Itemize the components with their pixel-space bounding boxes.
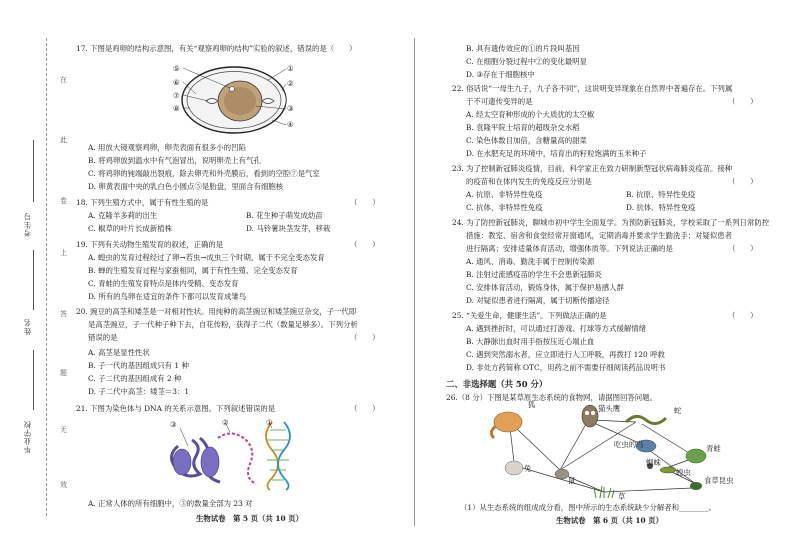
q21-option: A. 正常人体的所有细胞中，③的数量全部为 23 对 xyxy=(88,499,253,508)
egg-label: ② xyxy=(287,79,294,88)
q23-stem: 的疫苗和在体内发生的免疫反应分别是 xyxy=(466,177,592,186)
food-web-label: 狐 xyxy=(528,400,536,409)
q25-option: A. 遇到挫折时，可以通过打游戏、打球等方式缓解情绪 xyxy=(466,324,647,333)
egg-label: ⑤ xyxy=(173,64,180,73)
q22-option: D. 在水肥充足的环境中，培育出的籽粒饱满的玉米种子 xyxy=(466,149,647,158)
q18-option: A. 克隆羊多莉的出生 xyxy=(88,211,158,220)
q23-option: B. 抗原、特异性免疫 xyxy=(626,190,696,199)
q20-paren: （ ） xyxy=(350,333,380,342)
student-id-label: 考生号 xyxy=(23,212,32,238)
q22-paren: （ ） xyxy=(728,97,758,106)
egg-label: ⑧ xyxy=(173,104,180,113)
q21-paren: （ ） xyxy=(350,404,380,413)
q20-stem: 20. 豌豆的高茎和矮茎是一对相对性状。用纯种的高茎豌豆和矮茎豌豆杂交，子一代即 xyxy=(76,307,357,316)
q17-option: C. 将鸡卵的钝端敲出裂痕，除去卵壳和外壳膜后，看到的空腔⑦是气室 xyxy=(88,169,320,178)
food-web-label: 猫头鹰 xyxy=(598,404,621,413)
q22-option: B. 袁隆平院士培育的超级杂交水稻 xyxy=(466,123,580,132)
section-title: 二、非选择题（共 50 分） xyxy=(446,379,548,389)
dna-label: ① xyxy=(266,418,273,427)
q19-paren: （ ） xyxy=(350,240,380,249)
q17-option: A. 用放大镜观察鸡卵，卵壳表面有很多小的凹陷 xyxy=(88,143,246,152)
q18-stem: 18. 下列生殖方式中，属于有性生殖的是 xyxy=(76,198,209,207)
q24-option: B. 注射过流感疫苗的学生不会患新冠肺炎 xyxy=(466,270,602,279)
q18-option: D. 马铃薯块茎发芽，移栽 xyxy=(246,224,331,233)
binding-char: 在 xyxy=(60,76,67,84)
q22-option: A. 经太空育种形成的个大质优的太空椒 xyxy=(466,110,595,119)
binding-char: 答 xyxy=(60,310,67,318)
q18-option: B. 花生种子萌发成幼苗 xyxy=(246,211,323,220)
student-id-line xyxy=(33,140,34,202)
egg-label: ③ xyxy=(287,104,294,113)
food-web-label: 食草昆虫 xyxy=(704,476,734,485)
q24-option: C. 安排体育活动，锻炼身体，属于保护易感人群 xyxy=(466,283,624,292)
binding-char: 题 xyxy=(60,369,67,377)
q25-option: C. 遇到突然溺水者，应立即进行人工呼吸，再拨打 120 呼救 xyxy=(466,350,665,359)
food-web-diagram xyxy=(486,402,736,502)
q23-stem: 23. 为了控制新冠肺炎疫情，目前，科学家正在致力研制新型冠状病毒肺炎疫苗。接种 xyxy=(452,164,733,173)
q26-sub1: （1）从生态系统的组成成分看，图中所示的生态系统缺少分解者和________。 xyxy=(460,503,716,512)
q20-option: D. 子二代中高茎：矮茎＝3：1 xyxy=(88,387,190,396)
food-web-label: 青蛙 xyxy=(706,444,721,453)
food-web-label: 鼠 xyxy=(568,476,576,485)
egg-label: ⑦ xyxy=(173,91,180,100)
q22-option: C. 染色体数目加倍，含糖量高的甜菜 xyxy=(466,136,587,145)
q19-option: D. 所有的鸟卵在适宜的条件下都可以发育成雏鸟 xyxy=(88,292,247,301)
page-footer-left: 生物试卷 第 5 页（共 10 页） xyxy=(196,514,304,523)
q20-option: C. 子二代的基因组成有 2 种 xyxy=(88,374,182,383)
food-web-label: 蛇 xyxy=(674,406,682,415)
binding-char: 无 xyxy=(60,426,67,434)
egg-label: ① xyxy=(287,64,294,73)
q23-option: A. 抗原、非特异性免疫 xyxy=(466,190,543,199)
q24-stem: 24. 为了防控新冠肺炎，聊城市初中学生全面复学。为预防新冠肺炎，学校采取了一系列日常防控 xyxy=(452,218,770,227)
q17-stem: 17. 下图是鸡卵的结构示意图，有关“观察鸡卵的结构”实验的叙述，错误的是（ ） xyxy=(76,44,357,53)
school-label: 毕业学校 xyxy=(23,420,32,454)
q22-stem: 22. 俗话说“一母生九子，九子各不同”，这说明变异现象在自然界中普遍存在。下列属 xyxy=(452,84,733,93)
binding-char: 效 xyxy=(60,481,67,489)
q20-option: A. 高茎是显性性状 xyxy=(88,348,150,357)
q20-option: B. 子一代的基因组成只有 1 种 xyxy=(88,361,189,370)
q26-stem: 26.（8 分）下图是某草原生态系统的食物网，请据图回答问题。 xyxy=(446,393,657,402)
egg-diagram xyxy=(168,60,298,140)
q21-option: C. 在细胞分裂过程中②的变化最明显 xyxy=(466,57,587,66)
q25-paren: （ ） xyxy=(728,311,758,320)
dna-label: ② xyxy=(222,418,229,427)
q25-option: D. 非处方药简称 OTC，用药之前不需要仔细阅读药品说明书 xyxy=(466,363,666,372)
food-web-label: 蜘蛛 xyxy=(646,458,661,467)
q22-stem: 于不可遗传变异的是 xyxy=(466,97,533,106)
q19-option: A. 蝗虫的发育过程经过了卵→若虫→成虫三个时期，属于不完全变态发育 xyxy=(88,253,325,262)
q21-stem: 21. 下图为染色体与 DNA 的关系示意图。下列叙述错误的是 xyxy=(76,404,276,413)
q24-stem: 措施：教室、宿舍和食堂经常开窗通风，定期消毒并要求学生勤洗手；对疑似患者 xyxy=(466,231,733,240)
page-footer-right: 生物试卷 第 6 页（共 10 页） xyxy=(556,516,664,525)
q18-paren: （ ） xyxy=(350,198,380,207)
q24-stem: 进行隔离；安排适量体育活动，增强体质等。下列说法正确的是 xyxy=(466,244,673,253)
q17-option: D. 卵黄表面中央的乳白色小圆点⑤是胎盘，里面含有细胞核 xyxy=(88,182,284,191)
q19-stem: 19. 下列有关动物生殖发育的叙述，正确的是 xyxy=(76,240,224,249)
food-web-label: 吃虫的鸟 xyxy=(614,440,644,449)
egg-label: ⑥ xyxy=(173,78,180,87)
q23-option: D. 抗体、特异性免疫 xyxy=(626,203,696,212)
dna-label: ③ xyxy=(170,420,177,429)
binding-char: 此 xyxy=(60,136,67,144)
q21-option: D. ③存在于细胞核中 xyxy=(466,70,535,79)
name-label: 姓名 xyxy=(23,318,32,335)
q17-option: B. 将鸡卵放到温水中有气泡冒出，说明卵壳上有气孔 xyxy=(88,156,261,165)
binding-char: 卷 xyxy=(60,197,67,205)
q20-stem: 是高茎豌豆，子一代种子种下去，自花传粉，获得子二代（数量足够多）。下列分析 xyxy=(88,320,358,329)
q20-stem: 错误的是 xyxy=(88,333,118,342)
school-line xyxy=(33,350,34,410)
food-web-label: 蝗虫 xyxy=(676,468,691,477)
binding-line xyxy=(46,38,47,516)
q18-option: C. 椒草的叶片长成新植株 xyxy=(88,224,172,233)
q24-option: A. 通风、消毒、勤洗手属于控制传染源 xyxy=(466,257,595,266)
food-web-label: 兔 xyxy=(524,464,532,473)
q24-option: D. 对疑似患者进行隔离，属于切断传播途径 xyxy=(466,296,610,305)
q19-option: C. 青蛙的生殖发育特点是体内受精、变态发育 xyxy=(88,279,239,288)
q19-option: B. 蝉的生殖发育过程与家蚕相同，属于有性生殖、完全变态发育 xyxy=(88,266,298,275)
q23-paren: （ ） xyxy=(728,177,758,186)
q21-option: B. 具有遗传效应的①的片段叫基因 xyxy=(466,44,580,53)
column-divider xyxy=(414,38,415,526)
food-web-label: 草 xyxy=(618,492,626,501)
binding-char: 上 xyxy=(60,249,67,257)
q23-option: C. 抗体、非特异性免疫 xyxy=(466,203,543,212)
q24-paren: （ ） xyxy=(728,244,758,253)
name-line xyxy=(33,250,34,310)
egg-label: ④ xyxy=(287,120,294,129)
chromosome-dna-diagram xyxy=(160,418,300,492)
q25-option: B. 大静脉出血时用手指按压近心端止血 xyxy=(466,337,595,346)
q25-stem: 25. “关爱生命，健康生活”。下列做法正确的是 xyxy=(452,311,607,320)
